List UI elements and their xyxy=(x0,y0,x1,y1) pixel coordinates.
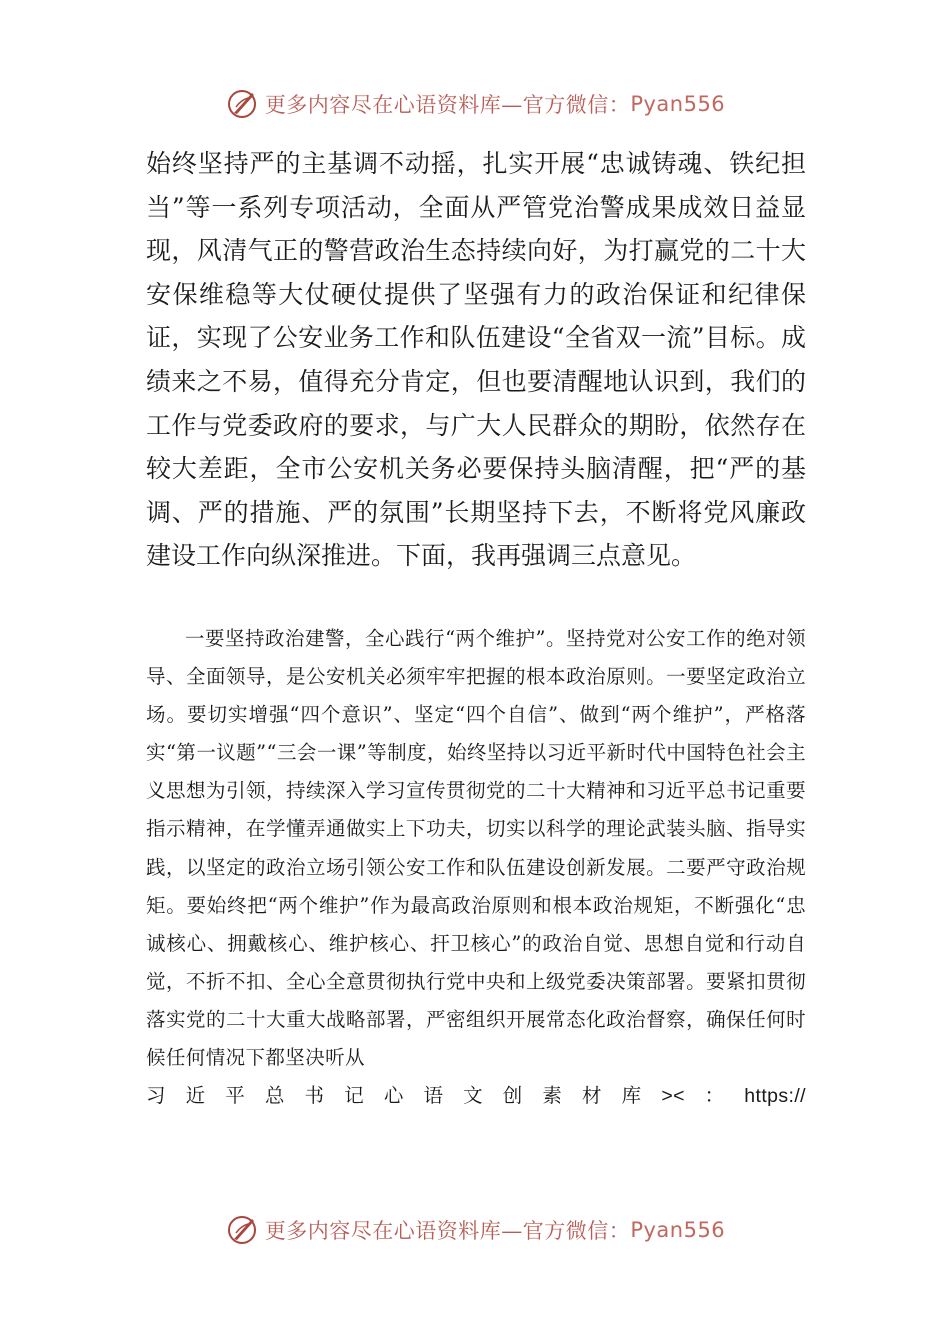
banner-text: 更多内容尽在心语资料库—官方微信： xyxy=(264,93,631,117)
body-paragraph-2 xyxy=(146,620,806,1115)
header-banner xyxy=(0,84,950,124)
banner-wechat-handle: Pyan556 xyxy=(630,92,726,116)
quill-logo-icon xyxy=(225,1212,261,1248)
banner-wechat-handle: Pyan556 xyxy=(630,1218,726,1242)
paragraph-2-final-line xyxy=(146,1077,806,1115)
body-paragraph-1: 始终坚持严的主基调不动摇，扎实开展“忠诚铸魂、铁纪担当”等一系列专项活动，全面从严管党治警成果成效日益显现，风清气正的警营政治生态持续向好，为打赢党的二十大安保维稳等大仗硬仗提供了坚强有力的政治保证和纪律保证，实现了公安业务工作和队伍建设“全省双一流”目标。成绩来之不易，值得充分肯定，但也要清醒地认识到，我们的工作与党委政府的要求，与广大人民群众的期盼，依然存在较大差距，全市公安机关务必要保持头脑清醒，把“严的基调、严的措施、严的氛围”长期坚持下去，不断将党风廉政建设工作向纵深推进。下面，我再强调三点意见。 xyxy=(146,149,806,571)
quill-logo-icon xyxy=(225,86,261,122)
paragraph-2-url: ><：https:// xyxy=(661,1085,806,1108)
paragraph-2-tail: 习近平总书记心语文创素材库 xyxy=(146,1084,662,1108)
footer-banner xyxy=(0,1210,950,1250)
banner-text: 更多内容尽在心语资料库—官方微信： xyxy=(264,1219,631,1243)
paragraph-2-text: 一要坚持政治建警，全心践行“两个维护”。坚持党对公安工作的绝对领导、全面领导，是公安机关必须牢牢把握的根本政治原则。一要坚定政治立场。要切实增强“四个意识”、坚定“四个自信”、做到“两个维护”，严格落实“第一议题”“三会一课”等制度，始终坚持以习近平新时代中国特色社会主义思想为引领，持续深入学习宣传贯彻党的二十大精神和习近平总书记重要指示精神，在学懂弄通做实上下功夫，切实以科学的理论武装头脑、指导实践，以坚定的政治立场引领公安工作和队伍建设创新发展。二要严守政治规矩。要始终把“两个维护”作为最高政治原则和根本政治规矩，不断强化“忠诚核心、拥戴核心、维护核心、扞卫核心”的政治自觉、思想自觉和行动自觉，不折不扣、全心全意贯彻执行党中央和上级党委决策部署。要紧扣贯彻落实党的二十大重大战略部署，严密组织开展常态化政治督察，确保任何时候任何情况下都坚决听从 xyxy=(146,627,806,1070)
